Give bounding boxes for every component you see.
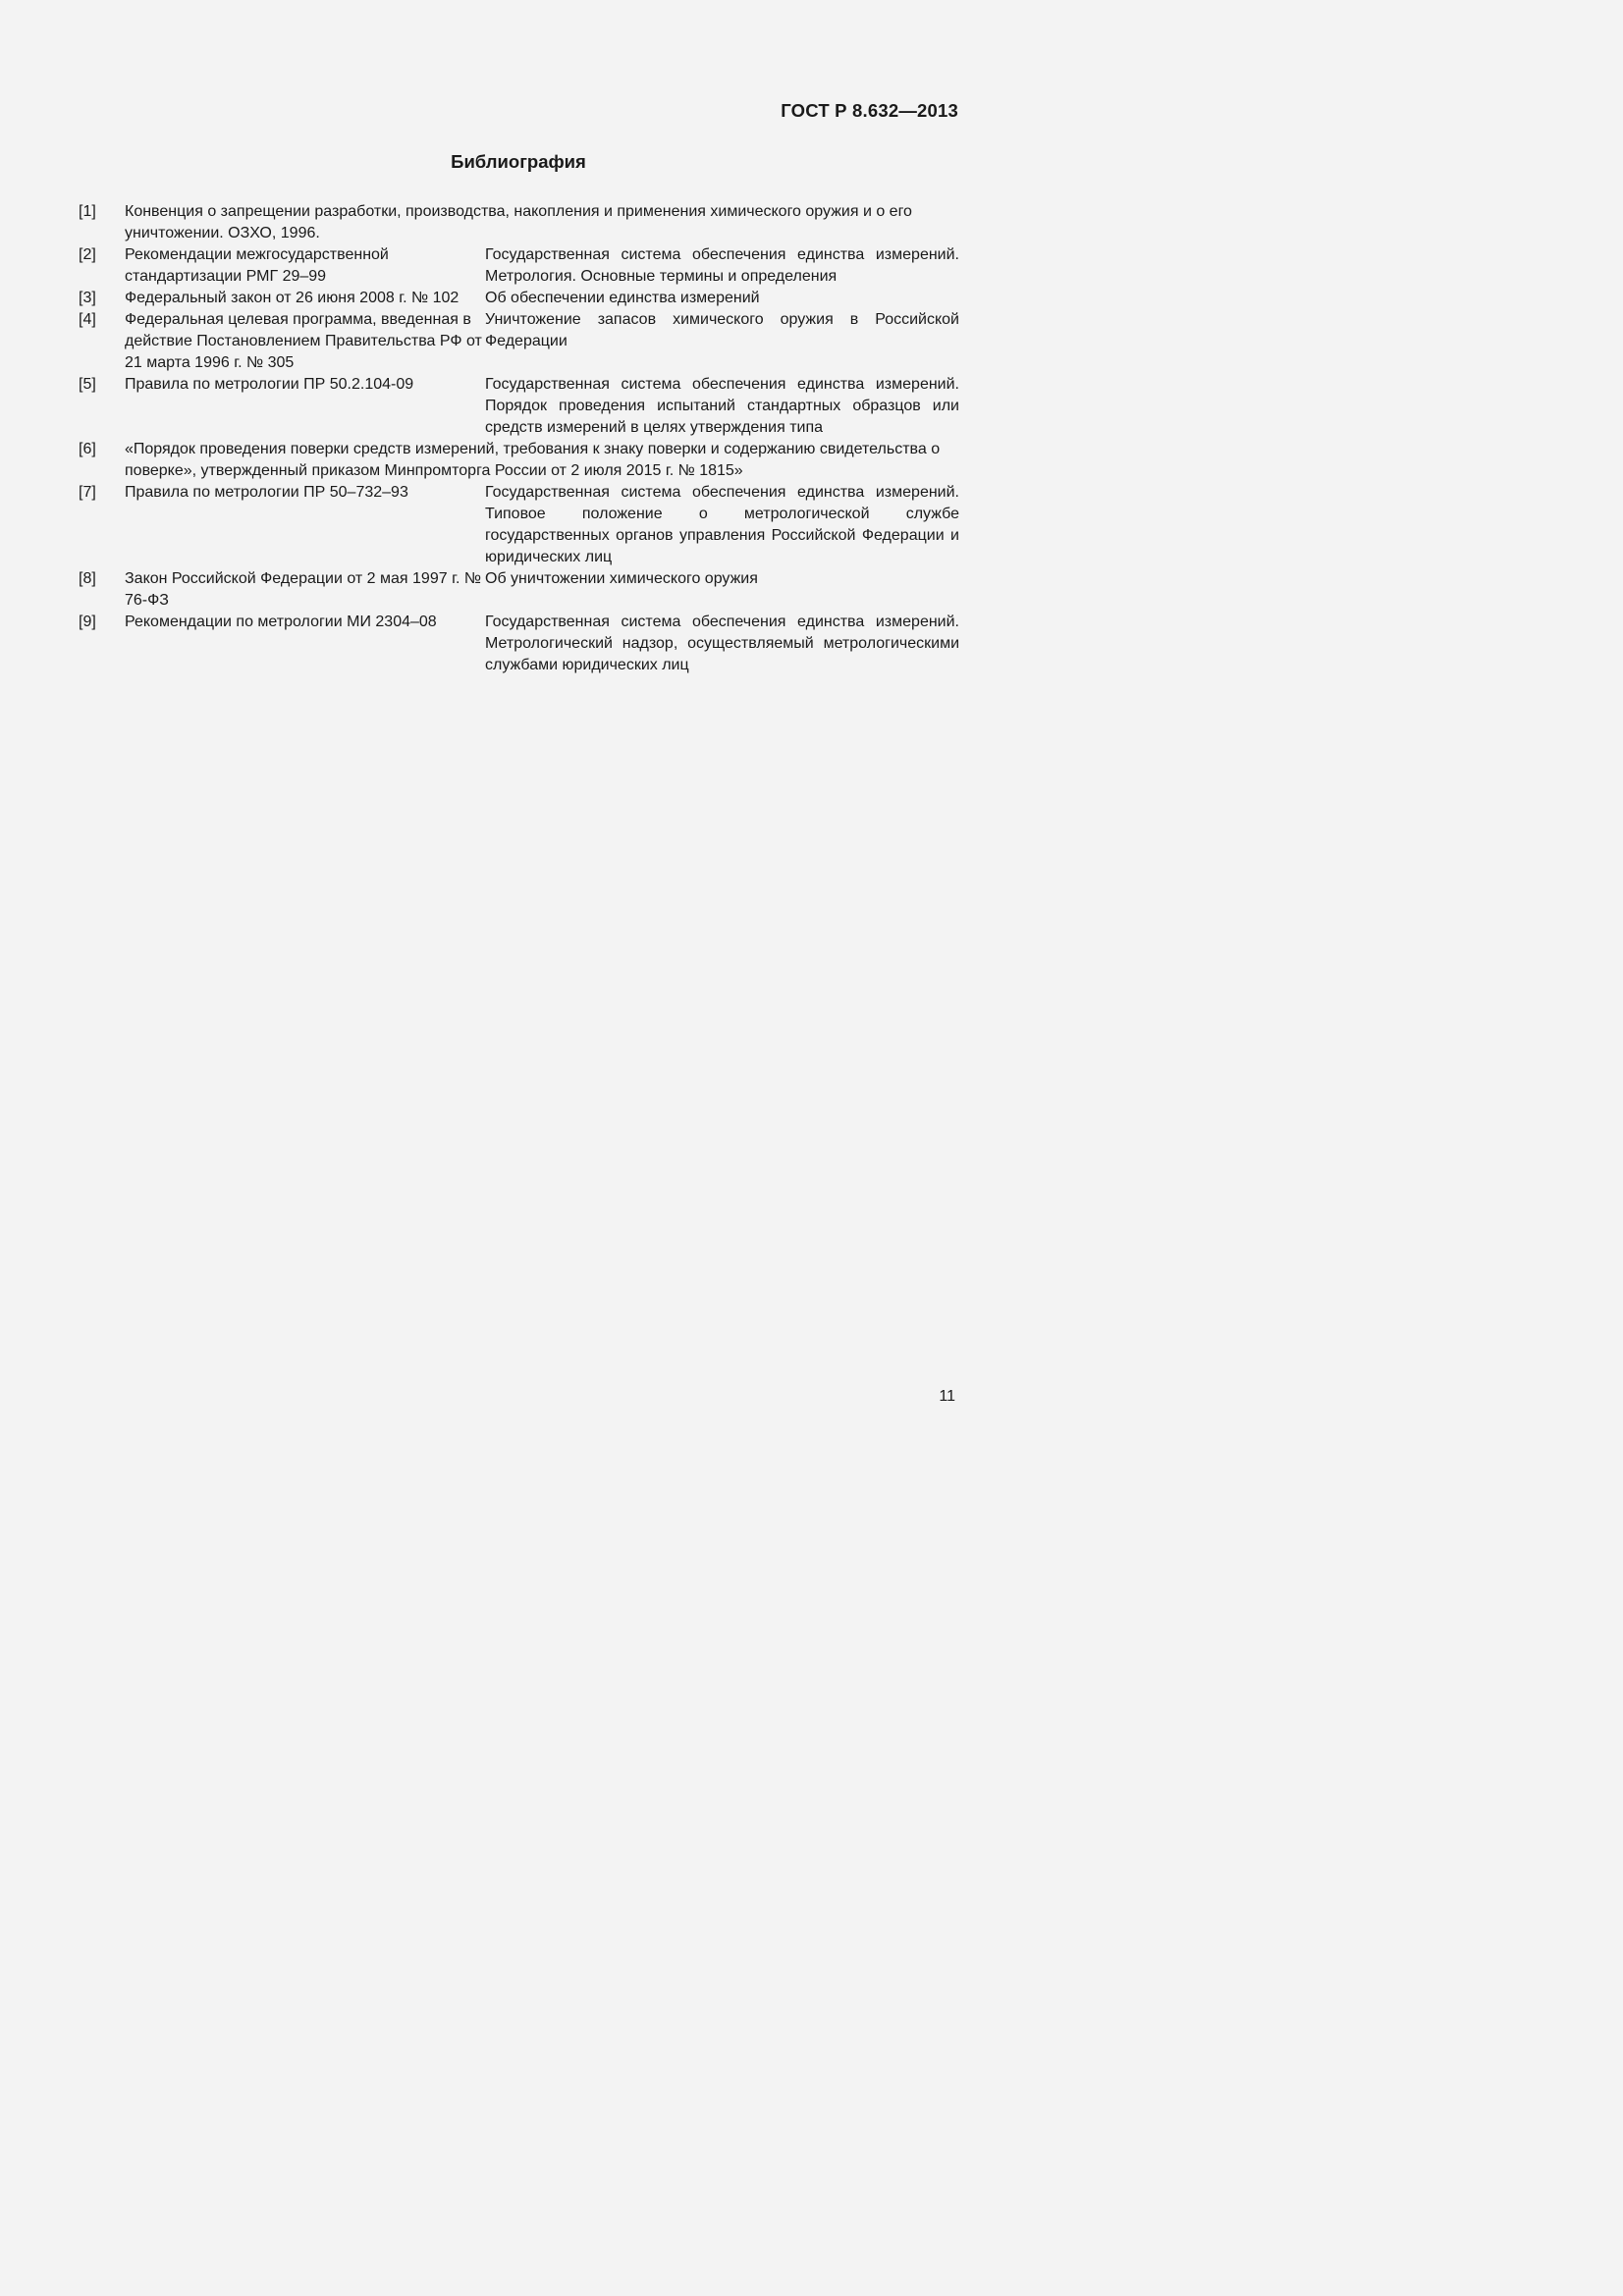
entry-number: [8]	[79, 570, 96, 587]
entry-number: [3]	[79, 290, 96, 306]
entry-source: Рекомендации межгосударственной стандартизации РМГ 29–99	[125, 246, 389, 285]
entry-source: Закон Российской Федерации от 2 мая 1997 г. № 76-ФЗ	[125, 570, 481, 609]
entry-number: [5]	[79, 376, 96, 393]
bibliography-entry	[79, 288, 959, 309]
document-code: ГОСТ Р 8.632—2013	[781, 100, 958, 121]
entry-source: Федеральная целевая программа, введенная в действие Постановлением Правительства РФ от 21 марта 1996 г. № 305	[125, 311, 482, 371]
entry-source: Правила по метрологии ПР 50.2.104-09	[125, 376, 414, 393]
entry-title: Об уничтожении химического оружия	[485, 570, 758, 587]
entry-title: Государственная система обеспечения единства измерений. Порядок проведения испытаний стандартных образцов или средств измерений в целях утверждения типа	[485, 376, 959, 436]
entry-number: [7]	[79, 484, 96, 501]
bibliography-entry	[79, 612, 959, 676]
entry-title: Государственная система обеспечения единства измерений. Метрологический надзор, осуществляемый метрологическими службами юридических лиц	[485, 614, 959, 673]
bibliography-entry	[79, 568, 959, 612]
page-title: Библиография	[451, 151, 586, 172]
entry-number: [6]	[79, 441, 96, 457]
page-number: 11	[939, 1388, 955, 1405]
bibliography-entry	[79, 374, 959, 439]
bibliography-entry	[79, 309, 959, 374]
entry-number: [4]	[79, 311, 96, 328]
entry-source: Федеральный закон от 26 июня 2008 г. № 102	[125, 290, 460, 306]
entry-number: [2]	[79, 246, 96, 263]
entry-title: Государственная система обеспечения единства измерений. Метрология. Основные термины и определения	[485, 246, 959, 285]
bibliography-entry	[79, 201, 959, 244]
entry-number: [1]	[79, 203, 96, 220]
entry-source: Рекомендации по метрологии МИ 2304–08	[125, 614, 437, 630]
entry-source: Конвенция о запрещении разработки, производства, накопления и применения химического оружия и о его уничтожении. ОЗХО, 1996.	[125, 203, 912, 241]
bibliography-entry	[79, 482, 959, 568]
bibliography-entry	[79, 244, 959, 288]
bibliography-entry	[79, 439, 959, 482]
bibliography-list	[79, 201, 959, 676]
entry-title: Государственная система обеспечения единства измерений. Типовое положение о метрологической службе государственных органов управления Российской Федерации и юридических лиц	[485, 484, 959, 565]
entry-title: Уничтожение запасов химического оружия в Российской Федерации	[485, 311, 959, 349]
entry-number: [9]	[79, 614, 96, 630]
entry-source: Правила по метрологии ПР 50–732–93	[125, 484, 408, 501]
entry-source: «Порядок проведения поверки средств измерений, требования к знаку поверки и содержанию свидетельства о поверке», утвержденный приказом Минпромторга России от 2 июля 2015 г. № 1815»	[125, 441, 941, 479]
entry-title: Об обеспечении единства измерений	[485, 290, 760, 306]
